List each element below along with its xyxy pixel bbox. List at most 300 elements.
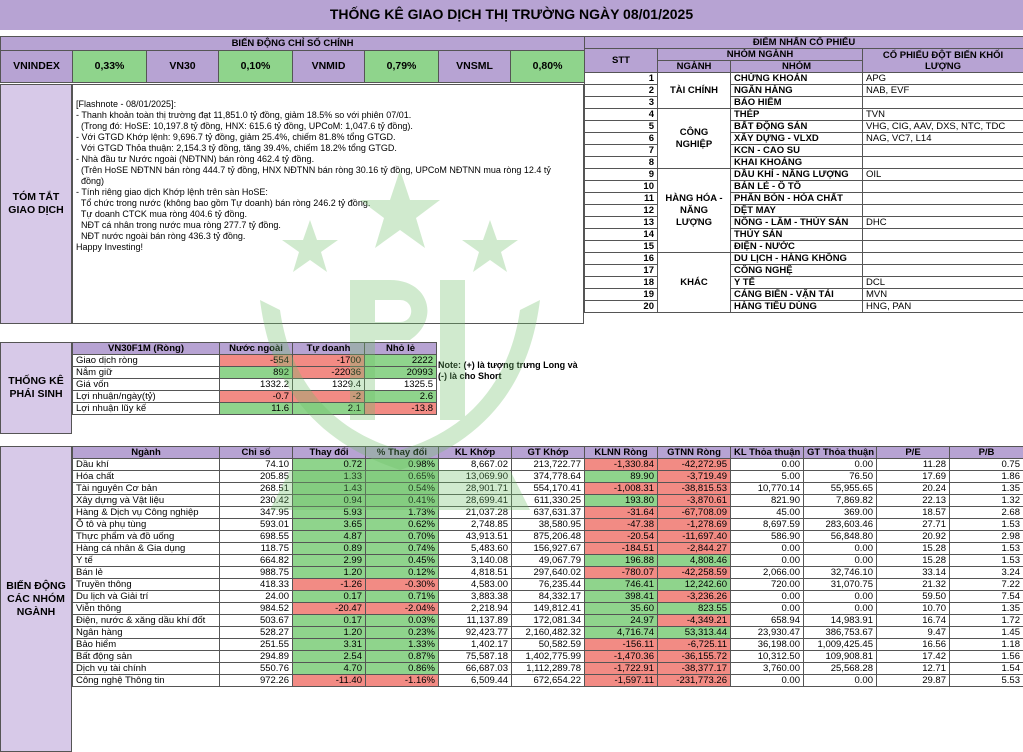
highlights-row <box>585 73 1023 85</box>
sectors-cell: 7.22 <box>950 579 1023 591</box>
sectors-cell: 0.00 <box>731 459 804 471</box>
sectors-cell: 386,753.67 <box>804 627 877 639</box>
highlights-group: NGÂN HÀNG <box>731 85 863 97</box>
highlights-group: PHÂN BÓN - HÓA CHẤT <box>731 193 863 205</box>
highlights-row <box>585 193 1023 205</box>
sectors-cell: -231,773.26 <box>658 675 731 687</box>
sectors-cell: 17.69 <box>877 471 950 483</box>
highlights-header-row <box>585 49 1023 61</box>
sectors-cell: 20.92 <box>877 531 950 543</box>
sectors-cell: 31,070.75 <box>804 579 877 591</box>
highlights-group: DẦU KHÍ - NĂNG LƯỢNG <box>731 169 863 181</box>
sectors-name-cell: Bất động sản <box>73 651 220 663</box>
sectors-cell: 1.56 <box>950 651 1023 663</box>
highlights-group: CẢNG BIỂN - VẬN TẢI <box>731 289 863 301</box>
sectors-cell: 0.17 <box>293 615 366 627</box>
sectors-cell: 672,654.22 <box>512 675 585 687</box>
summary-line: - Tính riêng giao dịch Khớp lệnh trên sàn HoSE: <box>76 187 268 197</box>
sectors-cell: 3.31 <box>293 639 366 651</box>
summary-line: (Trong đó: HoSE: 10,197.8 tỷ đồng, HNX: 615.6 tỷ đồng, UPCoM: 1,047.6 tỷ đồng). <box>76 121 413 131</box>
summary-line: (Trên HoSE NĐTNN bán ròng 444.7 tỷ đồng, HNX NĐTNN bán ròng 30.16 tỷ đồng, UPCoM NĐTNN mua ròng 12.4 tỷ <box>76 165 551 175</box>
highlights-row <box>585 241 1023 253</box>
index-label-vnmid: VNMID <box>293 51 365 83</box>
sectors-cell: 1,402,775.99 <box>512 651 585 663</box>
summary-line: Tổ chức trong nước (không bao gồm Tự doanh) bán ròng 246.2 tỷ đồng. <box>76 198 371 208</box>
derivatives-row <box>73 391 437 403</box>
derivatives-cell: -13.8 <box>365 403 437 415</box>
sectors-cell: 0.75 <box>950 459 1023 471</box>
highlights-group: KCN - CAO SU <box>731 145 863 157</box>
sectors-cell: -20.54 <box>585 531 658 543</box>
sectors-cell: 823.55 <box>658 603 731 615</box>
highlights-stocks <box>863 181 1023 193</box>
sectors-cell: 2,066.00 <box>731 567 804 579</box>
sectors-cell: 0.00 <box>731 603 804 615</box>
sectors-cell: 0.89 <box>293 543 366 555</box>
sectors-cell: 746.41 <box>585 579 658 591</box>
sectors-row <box>73 495 1023 507</box>
sectors-cell: 92,423.77 <box>439 627 512 639</box>
sectors-cell: 205.85 <box>220 471 293 483</box>
sectors-cell: 13,069.90 <box>439 471 512 483</box>
sectors-name-cell: Truyền thông <box>73 579 220 591</box>
sectors-cell: 2,160,482.32 <box>512 627 585 639</box>
sectors-cell: -780.07 <box>585 567 658 579</box>
highlights-stt: 12 <box>585 205 658 217</box>
sectors-cell: 23,930.47 <box>731 627 804 639</box>
sectors-cell: 1.35 <box>950 483 1023 495</box>
sectors-cell: -1.16% <box>366 675 439 687</box>
highlights-stocks <box>863 241 1023 253</box>
sectors-cell: 0.72 <box>293 459 366 471</box>
sectors-cell: 4,583.00 <box>439 579 512 591</box>
sectors-name-cell: Hàng & Dịch vụ Công nghiệp <box>73 507 220 519</box>
sectors-name-cell: Dịch vụ tài chính <box>73 663 220 675</box>
sectors-cell: 0.12% <box>366 567 439 579</box>
highlights-stocks: NAG, VC7, L14 <box>863 133 1023 145</box>
highlights-col-sector: NGÀNH <box>658 61 731 73</box>
sectors-cell: 84,332.17 <box>512 591 585 603</box>
derivatives-row <box>73 355 437 367</box>
sectors-cell: 24.00 <box>220 591 293 603</box>
index-label-vn30: VN30 <box>147 51 219 83</box>
sectors-row <box>73 459 1023 471</box>
sectors-name-cell: Viễn thông <box>73 603 220 615</box>
derivatives-cell: 1325.5 <box>365 379 437 391</box>
sectors-cell: 213,722.77 <box>512 459 585 471</box>
sectors-cell: 268.51 <box>220 483 293 495</box>
derivatives-cell: -554 <box>220 355 293 367</box>
highlights-stt: 16 <box>585 253 658 265</box>
sectors-cell: 0.23% <box>366 627 439 639</box>
sectors-name-cell: Thực phẩm và đồ uống <box>73 531 220 543</box>
highlights-group: NÔNG - LÂM - THỦY SẢN <box>731 217 863 229</box>
sectors-cell: 2.68 <box>950 507 1023 519</box>
derivatives-row-name: Giá vốn <box>73 379 220 391</box>
sectors-cell: -2.04% <box>366 603 439 615</box>
highlights-stt: 14 <box>585 229 658 241</box>
sectors-name-cell: Xây dựng và Vật liệu <box>73 495 220 507</box>
sectors-cell: 11.28 <box>877 459 950 471</box>
highlights-group: BẤT ĐỘNG SẢN <box>731 121 863 133</box>
sectors-name-cell: Điện, nước & xăng dầu khí đốt <box>73 615 220 627</box>
sectors-cell: 16.74 <box>877 615 950 627</box>
highlights-sector: TÀI CHÍNH <box>658 73 731 109</box>
sectors-name-cell: Du lịch và Giải trí <box>73 591 220 603</box>
index-section-header: BIẾN ĐỘNG CHỈ SỐ CHÍNH <box>1 37 585 51</box>
page-title: THỐNG KÊ GIAO DỊCH THỊ TRƯỜNG NGÀY 08/01/2025 <box>0 0 1023 30</box>
sectors-cell: 0.00 <box>731 591 804 603</box>
highlights-row <box>585 265 1023 277</box>
sectors-cell: 75,587.18 <box>439 651 512 663</box>
sectors-cell: 49,067.79 <box>512 555 585 567</box>
sectors-cell: 554,170.41 <box>512 483 585 495</box>
sectors-row <box>73 627 1023 639</box>
sectors-cell: 2.98 <box>950 531 1023 543</box>
sectors-cell: 27.71 <box>877 519 950 531</box>
sectors-cell: 283,603.46 <box>804 519 877 531</box>
sectors-cell: -3,719.49 <box>658 471 731 483</box>
sectors-name-cell: Ô tô và phụ tùng <box>73 519 220 531</box>
highlights-stocks: NAB, EVF <box>863 85 1023 97</box>
sectors-cell: 1.35 <box>950 603 1023 615</box>
sectors-cell: 0.00 <box>731 543 804 555</box>
highlights-row <box>585 97 1023 109</box>
highlights-stt: 2 <box>585 85 658 97</box>
sectors-cell: -36,155.72 <box>658 651 731 663</box>
sectors-cell: -184.51 <box>585 543 658 555</box>
sectors-cell: -11.40 <box>293 675 366 687</box>
sectors-cell: 0.00 <box>804 555 877 567</box>
sectors-cell: 0.74% <box>366 543 439 555</box>
sectors-cell: 1.43 <box>293 483 366 495</box>
sectors-cell: -20.47 <box>293 603 366 615</box>
sectors-cell: 45.00 <box>731 507 804 519</box>
sectors-cell: 53,313.44 <box>658 627 731 639</box>
sectors-cell: 25,568.28 <box>804 663 877 675</box>
summary-line: NĐT cá nhân trong nước mua ròng 277.7 tỷ đồng. <box>76 220 281 230</box>
sectors-cell: 55,955.65 <box>804 483 877 495</box>
sectors-cell: 0.17 <box>293 591 366 603</box>
sectors-cell: 0.70% <box>366 531 439 543</box>
sectors-cell: 3,883.38 <box>439 591 512 603</box>
sectors-cell: 7,869.82 <box>804 495 877 507</box>
derivatives-cell: 1332.2 <box>220 379 293 391</box>
highlights-group: CÔNG NGHỆ <box>731 265 863 277</box>
sectors-cell: 0.00 <box>731 555 804 567</box>
sectors-cell: 230.42 <box>220 495 293 507</box>
sectors-cell: 74.10 <box>220 459 293 471</box>
sectors-cell: 528.27 <box>220 627 293 639</box>
sectors-cell: 374,778.64 <box>512 471 585 483</box>
highlights-table <box>584 36 1023 313</box>
sectors-cell: 1,009,425.45 <box>804 639 877 651</box>
sectors-cell: 21,037.28 <box>439 507 512 519</box>
sectors-cell: 5.00 <box>731 471 804 483</box>
sectors-name-cell: Dầu khí <box>73 459 220 471</box>
highlights-stocks <box>863 157 1023 169</box>
derivatives-cell: -2 <box>293 391 365 403</box>
highlights-stt: 15 <box>585 241 658 253</box>
derivatives-cell: -0.7 <box>220 391 293 403</box>
sectors-cell: 1.54 <box>950 663 1023 675</box>
highlights-row <box>585 121 1023 133</box>
sectors-cell: -38,377.17 <box>658 663 731 675</box>
sectors-cell: 76.50 <box>804 471 877 483</box>
highlights-group: ĐIỆN - NƯỚC <box>731 241 863 253</box>
sectors-cell: 347.95 <box>220 507 293 519</box>
highlights-group: DỆT MAY <box>731 205 863 217</box>
sectors-cell: 156,927.67 <box>512 543 585 555</box>
highlights-stt: 4 <box>585 109 658 121</box>
highlights-row <box>585 277 1023 289</box>
sectors-header-cell: Ngành <box>73 447 220 459</box>
highlights-stt: 3 <box>585 97 658 109</box>
derivatives-cell: 20993 <box>365 367 437 379</box>
summary-line: Tự doanh CTCK mua ròng 404.6 tỷ đồng. <box>76 209 247 219</box>
highlights-row <box>585 253 1023 265</box>
sectors-cell: -2,844.27 <box>658 543 731 555</box>
highlights-row <box>585 217 1023 229</box>
sectors-cell: 28,699.41 <box>439 495 512 507</box>
sectors-cell: 418.33 <box>220 579 293 591</box>
sectors-header-cell: KL Thỏa thuận <box>731 447 804 459</box>
highlights-row <box>585 145 1023 157</box>
highlights-stocks <box>863 265 1023 277</box>
sectors-cell: 1.33 <box>293 471 366 483</box>
sectors-header-row <box>73 447 1023 459</box>
sectors-cell: 8,667.02 <box>439 459 512 471</box>
highlights-group: Y TẾ <box>731 277 863 289</box>
sectors-cell: 698.55 <box>220 531 293 543</box>
sectors-row <box>73 615 1023 627</box>
derivatives-cell: -22036 <box>293 367 365 379</box>
sectors-cell: 18.57 <box>877 507 950 519</box>
sectors-cell: 20.24 <box>877 483 950 495</box>
sectors-cell: 251.55 <box>220 639 293 651</box>
sectors-cell: 3,140.08 <box>439 555 512 567</box>
sectors-header-cell: KLNN Ròng <box>585 447 658 459</box>
sectors-row <box>73 675 1023 687</box>
derivatives-row-name: Giao dịch ròng <box>73 355 220 367</box>
sectors-cell: -42,258.59 <box>658 567 731 579</box>
derivatives-note: Note: (+) là tượng trưng Long và (-) là cho Short <box>438 360 578 381</box>
derivatives-cell: 892 <box>220 367 293 379</box>
sectors-cell: 14,983.91 <box>804 615 877 627</box>
sectors-row <box>73 579 1023 591</box>
sectors-cell: 10.70 <box>877 603 950 615</box>
derivatives-header-cell: Nhỏ lẻ <box>365 343 437 355</box>
sectors-cell: 2.99 <box>293 555 366 567</box>
highlights-stt: 5 <box>585 121 658 133</box>
sectors-cell: 21.32 <box>877 579 950 591</box>
sectors-cell: 8,697.59 <box>731 519 804 531</box>
highlights-stocks: HNG, PAN <box>863 301 1023 313</box>
sectors-cell: 1.53 <box>950 519 1023 531</box>
sectors-cell: 32,746.10 <box>804 567 877 579</box>
sectors-header-cell: Chỉ số <box>220 447 293 459</box>
derivatives-row <box>73 403 437 415</box>
summary-line: NĐT nước ngoài bán ròng 436.3 tỷ đồng. <box>76 231 246 241</box>
derivatives-cell: 11.6 <box>220 403 293 415</box>
highlights-stt: 18 <box>585 277 658 289</box>
highlights-row <box>585 289 1023 301</box>
highlights-group: BÁN LẺ - Ô TÔ <box>731 181 863 193</box>
index-table <box>0 36 585 83</box>
highlights-stocks: MVN <box>863 289 1023 301</box>
derivatives-header-cell: Tự doanh <box>293 343 365 355</box>
sectors-row <box>73 519 1023 531</box>
sectors-cell: 1.45 <box>950 627 1023 639</box>
highlights-group: KHAI KHOÁNG <box>731 157 863 169</box>
derivatives-row-name: Lợi nhuận/ngày(tỷ) <box>73 391 220 403</box>
sectors-cell: 22.13 <box>877 495 950 507</box>
sectors-cell: 4,818.51 <box>439 567 512 579</box>
derivatives-header-row <box>73 343 437 355</box>
sectors-cell: 1.53 <box>950 555 1023 567</box>
sectors-cell: 16.56 <box>877 639 950 651</box>
sectors-row <box>73 567 1023 579</box>
summary-box <box>72 84 584 324</box>
sectors-cell: 984.52 <box>220 603 293 615</box>
sectors-cell: -1.26 <box>293 579 366 591</box>
sectors-row <box>73 507 1023 519</box>
sectors-cell: 1.32 <box>950 495 1023 507</box>
derivatives-cell: 2.6 <box>365 391 437 403</box>
sectors-cell: -47.38 <box>585 519 658 531</box>
highlights-row <box>585 109 1023 121</box>
sectors-cell: 972.26 <box>220 675 293 687</box>
sectors-header-cell: P/B <box>950 447 1023 459</box>
sectors-name-cell: Tài nguyên Cơ bản <box>73 483 220 495</box>
highlights-sector: KHÁC <box>658 253 731 313</box>
index-label-vnindex: VNINDEX <box>1 51 73 83</box>
sectors-cell: 1.53 <box>950 543 1023 555</box>
highlights-group: THỦY SẢN <box>731 229 863 241</box>
highlights-col-group: NHÓM NGÀNH <box>658 49 863 61</box>
highlights-stt: 17 <box>585 265 658 277</box>
sectors-cell: 36,198.00 <box>731 639 804 651</box>
sectors-cell: 0.41% <box>366 495 439 507</box>
sectors-cell: 56,848.80 <box>804 531 877 543</box>
highlights-stt: 6 <box>585 133 658 145</box>
sectors-cell: -11,697.40 <box>658 531 731 543</box>
sectors-cell: 193.80 <box>585 495 658 507</box>
sectors-cell: -38,815.53 <box>658 483 731 495</box>
sectors-cell: 658.94 <box>731 615 804 627</box>
sectors-cell: 0.00 <box>804 591 877 603</box>
highlights-group: BẢO HIỂM <box>731 97 863 109</box>
sectors-cell: -31.64 <box>585 507 658 519</box>
sectors-cell: 821.90 <box>731 495 804 507</box>
sectors-cell: 875,206.48 <box>512 531 585 543</box>
highlights-col-volume: CỔ PHIẾU ĐỘT BIẾN KHỐI LƯỢNG <box>863 49 1023 73</box>
sectors-cell: 503.67 <box>220 615 293 627</box>
sectors-cell: 1.72 <box>950 615 1023 627</box>
summary-line: - Thanh khoản toàn thị trường đạt 11,851.0 tỷ đồng, giảm 18.5% so với phiên 07/01. <box>76 110 412 120</box>
sectors-row <box>73 663 1023 675</box>
highlights-stt: 20 <box>585 301 658 313</box>
sectors-cell: 1.20 <box>293 627 366 639</box>
highlights-stocks: APG <box>863 73 1023 85</box>
sectors-cell: 0.54% <box>366 483 439 495</box>
sectors-cell: 1.20 <box>293 567 366 579</box>
sectors-cell: 2,218.94 <box>439 603 512 615</box>
highlights-row <box>585 229 1023 241</box>
sectors-cell: 0.65% <box>366 471 439 483</box>
highlights-title-row <box>585 37 1023 49</box>
sectors-cell: 29.87 <box>877 675 950 687</box>
highlights-stt: 13 <box>585 217 658 229</box>
highlights-stocks <box>863 229 1023 241</box>
sectors-cell: 12,242.60 <box>658 579 731 591</box>
sectors-cell: 0.00 <box>804 459 877 471</box>
sectors-name-cell: Hàng cá nhân & Gia dụng <box>73 543 220 555</box>
sectors-cell: 664.82 <box>220 555 293 567</box>
sectors-header-cell: % Thay đổi <box>366 447 439 459</box>
sectors-row <box>73 471 1023 483</box>
highlights-group: CHỨNG KHOÁN <box>731 73 863 85</box>
highlights-stocks: DHC <box>863 217 1023 229</box>
sectors-cell: 637,631.37 <box>512 507 585 519</box>
derivatives-header-cell: VN30F1M (Ròng) <box>73 343 220 355</box>
sectors-cell: 6,509.44 <box>439 675 512 687</box>
sectors-cell: -1,722.91 <box>585 663 658 675</box>
highlights-group: HÀNG TIÊU DÙNG <box>731 301 863 313</box>
sectors-cell: 28,901.71 <box>439 483 512 495</box>
sectors-cell: 0.00 <box>731 675 804 687</box>
index-label-vnsml: VNSML <box>439 51 511 83</box>
derivatives-table <box>72 342 437 415</box>
sectors-cell: 43,913.51 <box>439 531 512 543</box>
sectors-cell: -3,236.26 <box>658 591 731 603</box>
sectors-cell: 4.70 <box>293 663 366 675</box>
sectors-cell: -1,008.31 <box>585 483 658 495</box>
sectors-cell: 50,582.59 <box>512 639 585 651</box>
sectors-cell: 7.54 <box>950 591 1023 603</box>
derivatives-cell: 1329.4 <box>293 379 365 391</box>
sectors-cell: 1.86 <box>950 471 1023 483</box>
sectors-cell: 10,770.14 <box>731 483 804 495</box>
sectors-cell: 0.03% <box>366 615 439 627</box>
sectors-cell: 33.14 <box>877 567 950 579</box>
highlights-stocks <box>863 205 1023 217</box>
summary-line: Happy Investing! <box>76 242 144 252</box>
sectors-cell: 0.86% <box>366 663 439 675</box>
sectors-cell: 294.89 <box>220 651 293 663</box>
sectors-cell: 586.90 <box>731 531 804 543</box>
sectors-cell: -1,597.11 <box>585 675 658 687</box>
sectors-header-cell: P/E <box>877 447 950 459</box>
sectors-cell: 118.75 <box>220 543 293 555</box>
sectors-cell: 550.76 <box>220 663 293 675</box>
derivatives-row <box>73 367 437 379</box>
sectors-cell: 89.90 <box>585 471 658 483</box>
derivatives-cell: 2222 <box>365 355 437 367</box>
highlights-row <box>585 169 1023 181</box>
sectors-cell: 11,137.89 <box>439 615 512 627</box>
sectors-cell: 0.45% <box>366 555 439 567</box>
sectors-cell: 17.42 <box>877 651 950 663</box>
sectors-name-cell: Bán lẻ <box>73 567 220 579</box>
sectors-cell: 0.00 <box>804 675 877 687</box>
highlights-stocks <box>863 145 1023 157</box>
highlights-row <box>585 181 1023 193</box>
highlights-row <box>585 133 1023 145</box>
sectors-name-cell: Ngân hàng <box>73 627 220 639</box>
sectors-row <box>73 543 1023 555</box>
sectors-cell: 66,687.03 <box>439 663 512 675</box>
